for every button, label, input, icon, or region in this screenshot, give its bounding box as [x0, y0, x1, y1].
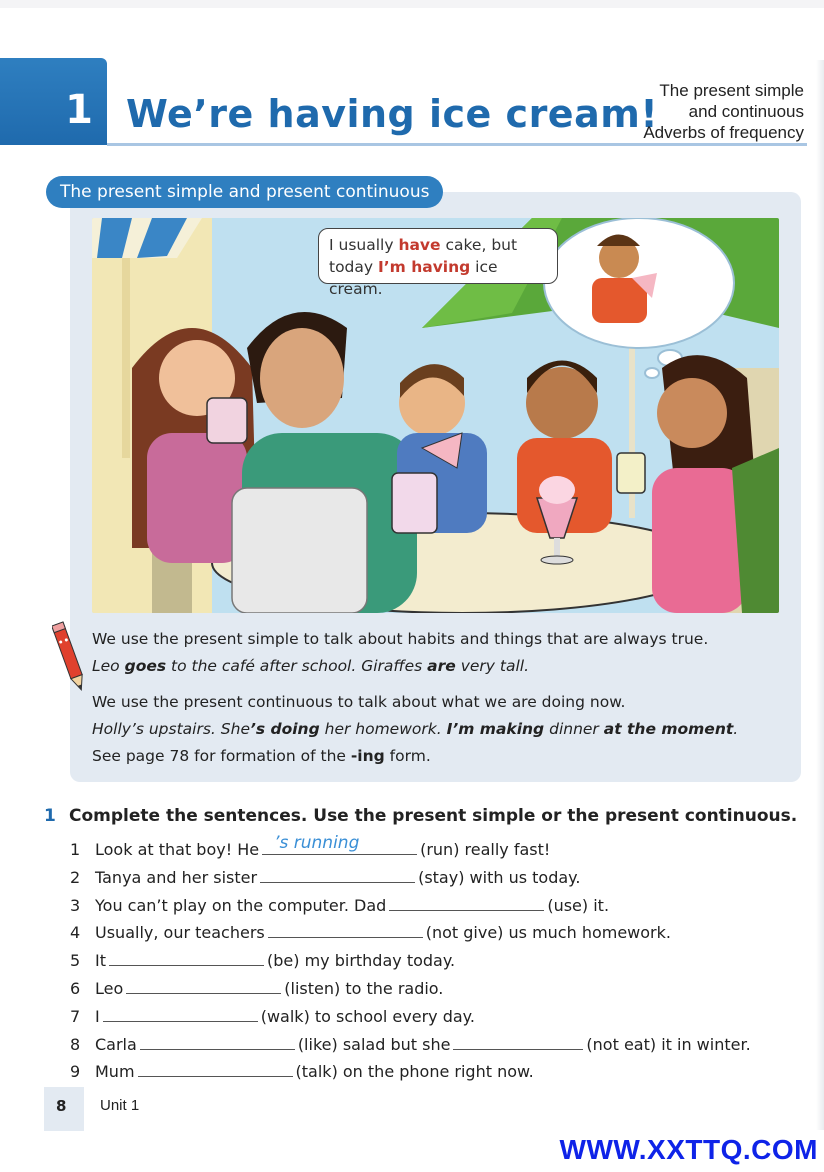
page-edge-shadow — [816, 60, 824, 1130]
bubble-text: I usually — [329, 236, 399, 254]
pencil-icon — [52, 616, 86, 696]
unit-title: We’re having ice cream! — [126, 92, 659, 136]
bubble-text: today — [329, 258, 378, 276]
answer-text: ’s running — [274, 833, 360, 853]
exercise-item — [70, 833, 810, 864]
exercise-items — [70, 833, 810, 1086]
see-page-note — [92, 743, 782, 770]
item-text: (talk) on the phone right now. — [295, 1062, 534, 1082]
exercise-item — [70, 975, 810, 1003]
page-number: 8 — [56, 1097, 67, 1115]
item-number: 7 — [70, 1006, 81, 1026]
bubble-text: ice cream. — [329, 258, 498, 298]
example-text: her homework. — [319, 720, 447, 738]
item-number: 3 — [70, 895, 81, 915]
rule-present-simple: We use the present simple to talk about habits and things that are always true. — [92, 630, 709, 648]
item-number: 1 — [70, 840, 81, 859]
answer-blank[interactable] — [138, 1058, 293, 1077]
exercise-item — [70, 1031, 810, 1059]
item-text: (not give) us much homework. — [425, 923, 671, 943]
item-text: Look at that boy! He — [95, 840, 260, 859]
example-verb: are — [427, 657, 456, 675]
note-text: See page 78 for formation of the — [92, 747, 351, 765]
exercise-item — [70, 892, 810, 920]
example-verb: goes — [124, 657, 167, 675]
bubble-line-1 — [329, 234, 547, 256]
example-text: to the café after school. Giraffes — [166, 657, 428, 675]
item-text: Tanya and her sister — [95, 867, 258, 887]
exercise-instruction: Complete the sentences. Use the present simple or the present continuous. — [69, 806, 798, 826]
answer-blank[interactable] — [389, 892, 544, 911]
item-number: 2 — [70, 867, 81, 887]
example-present-simple — [92, 653, 782, 680]
example-verb: I’m making — [446, 720, 545, 738]
item-number: 8 — [70, 1034, 81, 1054]
footer-unit-label: Unit 1 — [100, 1097, 140, 1114]
answer-blank[interactable] — [268, 919, 423, 938]
note-emphasis: -ing — [350, 747, 385, 765]
grammar-notes — [92, 626, 782, 770]
watermark: WWW.XXTTQ.COM — [559, 1134, 818, 1165]
item-text: (listen) to the radio. — [284, 978, 444, 998]
grammar-label-pill: The present simple and present continuous — [46, 176, 443, 208]
unit-topics — [643, 80, 804, 143]
bubble-emphasis: have — [398, 236, 441, 254]
answer-blank[interactable] — [126, 975, 281, 994]
header-divider — [107, 143, 807, 146]
answer-blank[interactable] — [109, 947, 264, 966]
rule-present-continuous: We use the present continuous to talk about what we are doing now. — [92, 693, 626, 711]
bubble-emphasis: I’m having — [378, 258, 471, 276]
example-text: . — [733, 720, 739, 738]
note-text: form. — [384, 747, 431, 765]
answer-blank[interactable] — [140, 1031, 295, 1050]
item-text: (be) my birthday today. — [267, 951, 456, 971]
item-text: (run) really fast! — [420, 840, 551, 859]
spacer — [92, 680, 782, 689]
item-number: 9 — [70, 1062, 81, 1082]
example-text: Holly’s upstairs. She — [92, 720, 250, 738]
example-text: very tall. — [455, 657, 529, 675]
item-text: It — [95, 951, 106, 971]
item-text: Mum — [95, 1062, 135, 1082]
example-present-continuous — [92, 716, 782, 743]
item-number: 5 — [70, 951, 81, 971]
item-text: You can’t play on the computer. Dad — [95, 895, 387, 915]
item-text: Usually, our teachers — [95, 923, 265, 943]
item-text: I — [95, 1006, 100, 1026]
item-number: 6 — [70, 978, 81, 998]
item-text: (use) it. — [547, 895, 610, 915]
topic-3: Adverbs of frequency — [643, 123, 804, 142]
item-text: (like) salad but she — [297, 1034, 451, 1054]
example-verb: ’s doing — [249, 720, 320, 738]
topic-2: and continuous — [688, 102, 804, 121]
item-text: (walk) to school every day. — [260, 1006, 475, 1026]
example-text: dinner — [544, 720, 604, 738]
item-text: Carla — [95, 1034, 137, 1054]
example-time-expression: at the moment — [603, 720, 734, 738]
example-text: Leo — [92, 657, 125, 675]
exercise-number: 1 — [44, 806, 56, 826]
topic-1: The present simple — [659, 81, 804, 100]
exercise-item — [70, 947, 810, 975]
answer-blank[interactable] — [453, 1031, 583, 1050]
speech-bubble — [318, 228, 558, 298]
item-number: 4 — [70, 923, 81, 943]
exercise-item — [70, 1058, 810, 1086]
answer-blank[interactable] — [262, 833, 417, 855]
exercise-item — [70, 1003, 810, 1031]
answer-blank[interactable] — [103, 1003, 258, 1022]
answer-blank[interactable] — [260, 864, 415, 883]
unit-number: 1 — [65, 87, 93, 133]
item-text: (not eat) it in winter. — [586, 1034, 751, 1054]
item-text: Leo — [95, 978, 124, 998]
top-strip — [0, 0, 824, 8]
bubble-line-2 — [329, 256, 547, 300]
item-text: (stay) with us today. — [418, 867, 581, 887]
bubble-text: cake, but — [440, 236, 518, 254]
exercise-item — [70, 864, 810, 892]
exercise-item — [70, 919, 810, 947]
